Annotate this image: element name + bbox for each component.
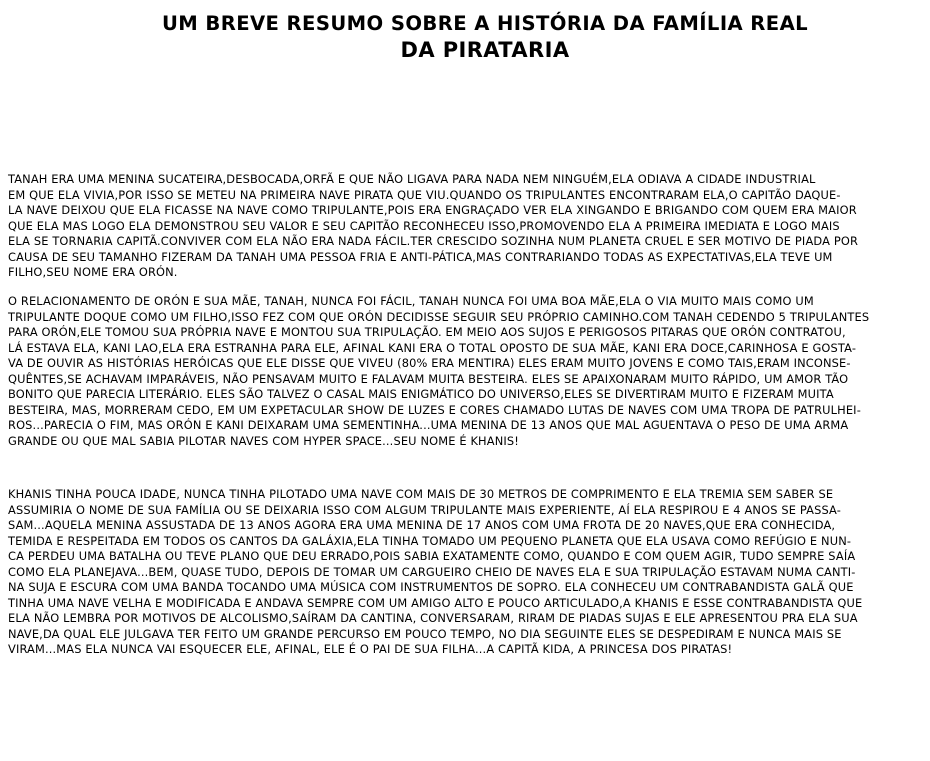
text-line: NA SUJA E ESCURA COM UMA BANDA TOCANDO UMA MÚSICA COM INSTRUMENTOS DE SOPRO. ELA CONHECEU UM CONTRABANDISTA GALÃ QUE [8,580,854,594]
title-line: DA PIRATARIA [400,38,570,62]
text-line: SAM...AQUELA MENINA ASSUSTADA DE 13 ANOS AGORA ERA UMA MENINA DE 17 ANOS COM UMA FROTA DE 20 NAVES,QUE ERA CONHECIDA, [8,518,836,532]
text-line: TEMIDA E RESPEITADA EM TODOS OS CANTOS DA GALÁXIA,ELA TINHA TOMADO UM PEQUENO PLANETA QUE ELA USAVA COMO REFÚGIO E NUN- [8,533,852,548]
text-line: ELA NÃO LEMBRA POR MOTIVOS DE ALCOLISMO,SAÍRAM DA CANTINA, CONVERSARAM, RIRAM DE PIADAS SUJAS E ELE APRESENTOU PRA ELA SUA [8,611,858,625]
text-line: COMO ELA PLANEJAVA...BEM, QUASE TUDO, DEPOIS DE TOMAR UM CARGUEIRO CHEIO DE NAVES ELA E SUA TRIPULAÇÃO ESTAVAM NUMA CANTI- [8,564,856,579]
paragraph-oron [8,294,926,449]
title-line: UM BREVE RESUMO SOBRE A HISTÓRIA DA FAMÍLIA REAL [161,12,809,35]
text-line: LA NAVE DEIXOU QUE ELA FICASSE NA NAVE COMO TRIPULANTE,POIS ERA ENGRAÇADO VER ELA XINGANDO E BRIGANDO COM QUEM ERA MAIOR [8,203,857,217]
text-line: ROS...PARECIA O FIM, MAS ORÓN E KANI DEIXARAM UMA SEMENTINHA...UMA MENINA DE 13 ANOS QUE MAL AGUENTAVA O PESO DE UMA ARMA [8,418,849,432]
text-line: VIRAM...MAS ELA NUNCA VAI ESQUECER ELE, AFINAL, ELE É O PAI DE SUA FILHA...A CAPITÃ KIDA, A PRINCESA DOS PIRATAS! [8,642,733,656]
text-line: EM QUE ELA VIVIA,POR ISSO SE METEU NA PRIMEIRA NAVE PIRATA QUE VIU.QUANDO OS TRIPULANTES ENCONTRARAM ELA,O CAPITÃO DAQUE- [8,187,841,202]
paragraph-khanis [8,487,926,658]
text-line: LÁ ESTAVA ELA, KANI LAO,ELA ERA ESTRANHA PARA ELE, AFINAL KANI ERA O TOTAL OPOSTO DE SUA MÃE, KANI ERA DOCE,CARINHOSA E GOSTA- [8,340,857,355]
text-line: TRIPULANTE DOQUE COMO UM FILHO,ISSO FEZ COM QUE ORÓN DECIDISSE SEGUIR SEU PRÓPRIO CAMINHO.COM TANAH CEDENDO 5 TRIPULANTES [8,309,870,324]
paragraph-tanah [8,172,926,281]
text-line: CAUSA DE SEU TAMANHO FIZERAM DA TANAH UMA PESSOA FRIA E ANTI-PÁTICA,MAS CONTRARIANDO TODAS AS EXPECTATIVAS,ELA TEVE UM [8,249,833,264]
text-line: QUE ELA MAS LOGO ELA DEMONSTROU SEU VALOR E SEU CAPITÃO RECONHECEU ISSO,PROMOVENDO ELA A PRIMEIRA IMEDIATA E LOGO MAIS [8,218,840,233]
text-line: BESTEIRA, MAS, MORRERAM CEDO, EM UM EXPETACULAR SHOW DE LUZES E CORES CHAMADO LUTAS DE NAVES COM UMA TROPA DE PATRULHEI- [8,402,861,417]
text-line: TANAH ERA UMA MENINA SUCATEIRA,DESBOCADA,ORFÃ E QUE NÃO LIGAVA PARA NADA NEM NINGUÉM,ELA ODIAVA A CIDADE INDUSTRIAL [8,172,816,186]
text-line: FILHO,SEU NOME ERA ORÓN. [8,265,178,279]
text-line: NAVE,DA QUAL ELE JULGAVA TER FEITO UM GRANDE PERCURSO EM POUCO TEMPO, NO DIA SEGUINTE ELES SE DESPEDIRAM E NUNCA MAIS SE [8,626,842,641]
text-line: TINHA UMA NAVE VELHA E MODIFICADA E ANDAVA SEMPRE COM UM AMIGO ALTO E POUCO ARTICULADO,A KHANIS E ESSE CONTRABANDISTA QUE [8,595,863,610]
text-line: VA DE OUVIR AS HISTÓRIAS HERÓICAS QUE ELE DISSE QUE VIVEU (80% ERA MENTIRA) ELES ERAM MUITO JOVENS E COMO TAIS,ERAM INCONSE- [8,356,851,370]
text-line: ASSUMIRIA O NOME DE SUA FAMÍLIA OU SE DEIXARIA ISSO COM ALGUM TRIPULANTE MAIS EXPERIENTE, AÍ ELA RESPIROU E 4 ANOS SE PASSA- [8,502,841,517]
text-line: PARA ORÓN,ELE TOMOU SUA PRÓPRIA NAVE E MONTOU SUA TRIPULAÇÃO. EM MEIO AOS SUJOS E PERIGOSOS PITARAS QUE ORÓN CONTRATOU, [8,325,846,339]
page-title [160,10,810,64]
text-line: BONITO QUE PARECIA LITERÁRIO. ELES SÃO TALVEZ O CASAL MAIS ENIGMÁTICO DO UNIVERSO,ELES SE DIVERTIRAM MUITO E FIZERAM MUITA [8,387,834,401]
text-line: GRANDE OU QUE MAL SABIA PILOTAR NAVES COM HYPER SPACE...SEU NOME É KHANIS! [8,433,519,448]
text-line: KHANIS TINHA POUCA IDADE, NUNCA TINHA PILOTADO UMA NAVE COM MAIS DE 30 METROS DE COMPRIMENTO E ELA TREMIA SEM SABER SE [8,487,834,501]
text-line: CA PERDEU UMA BATALHA OU TEVE PLANO QUE DEU ERRADO,POIS SABIA EXATAMENTE COMO, QUANDO E COM QUEM AGIR, TUDO SEMPRE SAÍA [8,549,856,563]
text-line: ELA SE TORNARIA CAPITÃ.CONVIVER COM ELA NÃO ERA NADA FÁCIL.TER CRESCIDO SOZINHA NUM PLANETA CRUEL E SER MOTIVO DE PIADA POR [8,234,859,248]
text-line: QUÊNTES,SE ACHAVAM IMPARÁVEIS, NÃO PENSAVAM MUITO E FALAVAM MUITA BESTEIRA. ELES SE APAIXONARAM MUITO RÁPIDO, UM AMOR TÃO [8,371,849,386]
text-line: O RELACIONAMENTO DE ORÓN E SUA MÃE, TANAH, NUNCA FOI FÁCIL, TANAH NUNCA FOI UMA BOA MÃE,ELA O VIA MUITO MAIS COMO UM [8,294,814,308]
